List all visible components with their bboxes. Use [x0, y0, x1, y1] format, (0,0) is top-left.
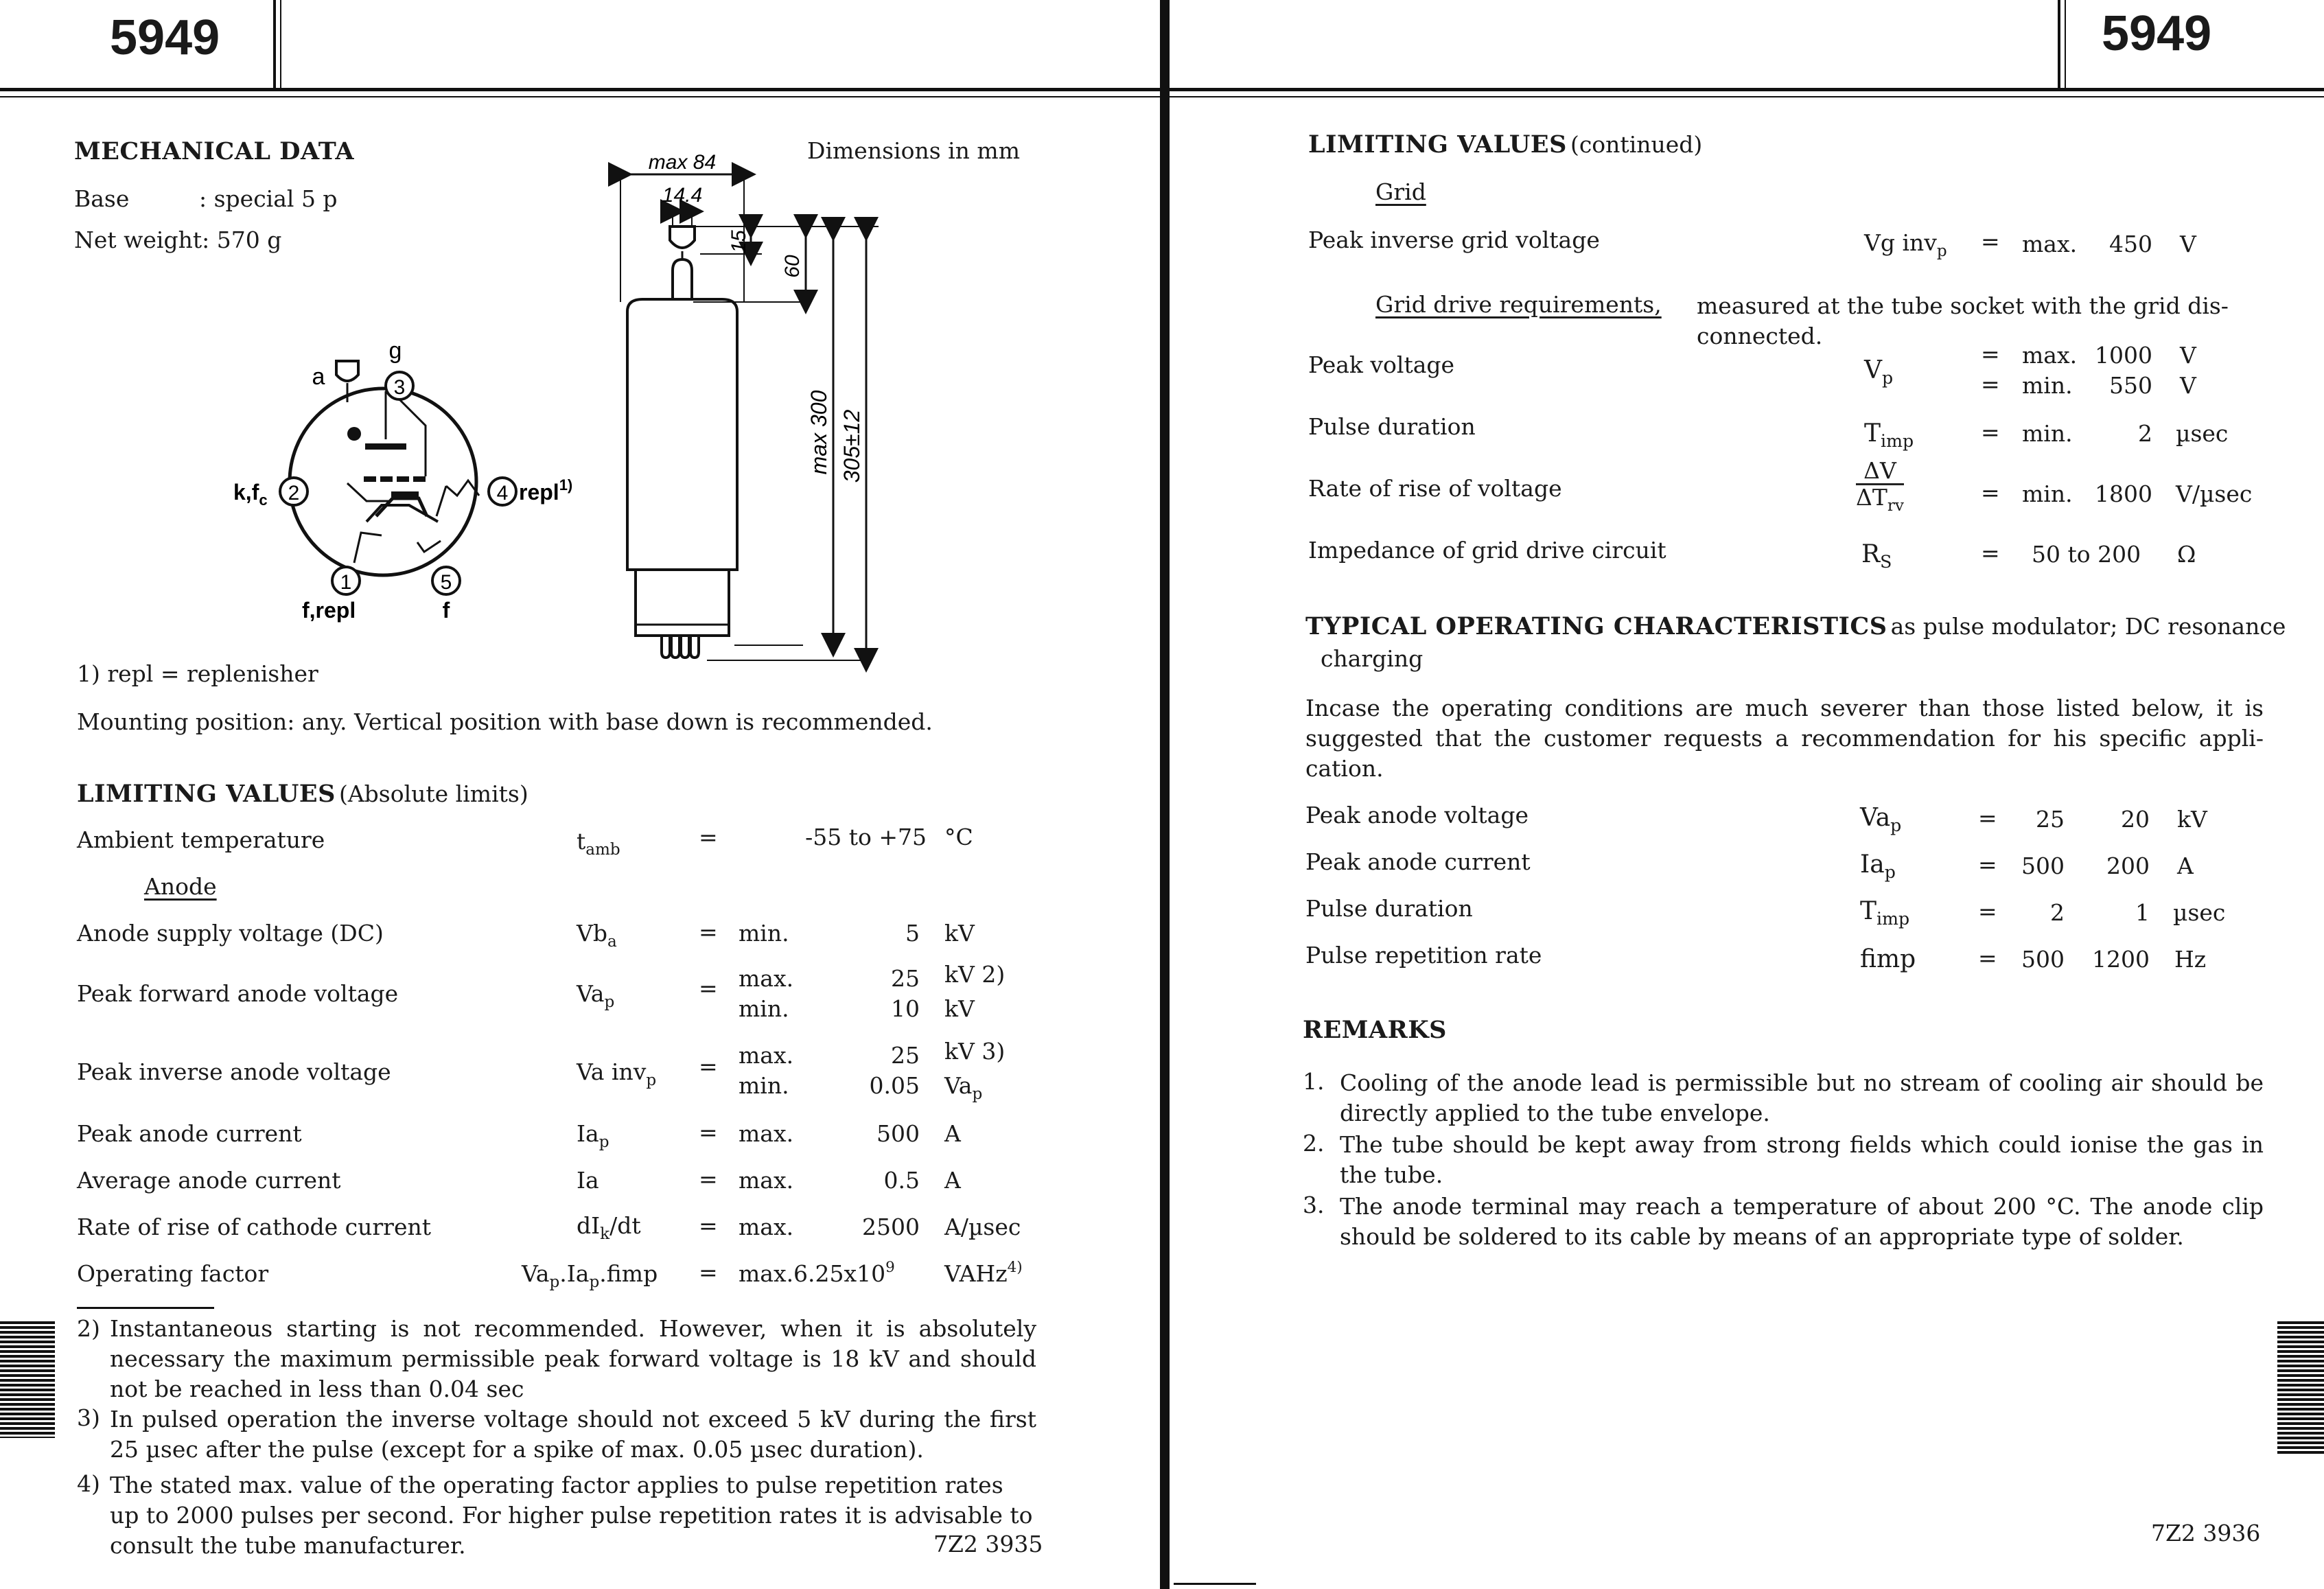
- pin-f-label: f: [442, 598, 450, 623]
- page-spine: [1160, 0, 1170, 1589]
- lv-row-4-symbol: $Ia_p$: [577, 1120, 609, 1151]
- limiting-cont-heading: [1308, 130, 1702, 159]
- base-pin-diagram: [220, 336, 604, 638]
- limiting-cont-sub: (continued): [1570, 131, 1703, 158]
- lv-row-0-unit: °C: [944, 824, 973, 850]
- typ-row-3-label: Pulse repetition rate: [1305, 942, 1542, 969]
- typ-row-1-v1: 500: [2021, 853, 2065, 879]
- lv-row-2-qual: max.: [739, 965, 794, 992]
- net-weight: Net weight: 570 g: [74, 227, 282, 253]
- orientation-dot: [347, 427, 361, 441]
- lv-row-3-value2: 0.05: [869, 1072, 920, 1099]
- peak-inv-grid-unit: V: [2180, 231, 2196, 257]
- lv-row-1-qual: min.: [739, 920, 789, 947]
- lv-row-0-eq: =: [699, 824, 718, 850]
- drive-row-3-label: Impedance of grid drive circuit: [1308, 537, 1666, 564]
- lv-row-7-qual: max.: [739, 1260, 794, 1287]
- grid-drive-heading: Grid drive requirements,: [1375, 291, 1662, 318]
- drive-row-0-unit2: V: [2180, 372, 2196, 399]
- lv-row-1-unit: kV: [944, 920, 975, 947]
- right-margin-tab: [2277, 1321, 2324, 1455]
- typ-row-1-label: Peak anode current: [1305, 848, 1531, 875]
- drive-row-1-value: 2: [2138, 420, 2152, 447]
- mechanical-data-title: MECHANICAL DATA: [74, 137, 355, 165]
- dim-14-4: 14.4: [662, 184, 703, 207]
- typ-row-1-symbol: $Ia_p$: [1860, 850, 1896, 882]
- drive-row-1-label: Pulse duration: [1308, 413, 1476, 440]
- remark-2-num: 2.: [1303, 1130, 1325, 1157]
- mounting-position: Mounting position: any. Vertical position with base down is recommended.: [77, 708, 933, 735]
- typical-subtitle-2: charging: [1321, 645, 1424, 672]
- drive-row-3-eq: =: [1981, 540, 2000, 566]
- peak-inv-grid-qual: max.: [2022, 231, 2078, 257]
- lv-row-2-value: 25: [891, 965, 920, 992]
- drive-row-3-symbol: $R_S$: [1861, 540, 1892, 572]
- limiting-values-title: LIMITING VALUES: [77, 780, 336, 808]
- drive-row-0-eq2: =: [1981, 371, 2000, 397]
- lv-row-4-unit: A: [944, 1120, 961, 1147]
- drive-row-2-label: Rate of rise of voltage: [1308, 475, 1562, 502]
- svg-text:repl1): [519, 476, 572, 504]
- limiting-values-subtitle: (Absolute limits): [338, 780, 528, 807]
- typ-row-1-eq: =: [1978, 851, 1997, 878]
- typ-row-2-v1: 2: [2050, 899, 2065, 926]
- dim-305: 305±12: [839, 409, 864, 483]
- peak-inv-grid-value: 450: [2109, 231, 2152, 257]
- lv-row-0-label: Ambient temperature: [77, 826, 325, 853]
- lv-row-3-label: Peak inverse anode voltage: [77, 1058, 391, 1085]
- typ-row-3-unit: Hz: [2174, 946, 2207, 973]
- lv-row-5-unit: A: [944, 1167, 961, 1194]
- anode-heading: Anode: [144, 873, 217, 900]
- typ-row-3-v1: 500: [2021, 946, 2065, 973]
- lv-row-2-value2: 10: [891, 995, 920, 1022]
- typ-row-0-symbol: $Va_p$: [1860, 804, 1902, 835]
- svg-text:k,fc: [233, 480, 268, 509]
- remark-1-num: 1.: [1303, 1068, 1325, 1095]
- drive-row-0-value: 1000: [2095, 342, 2152, 369]
- drive-row-0-unit: V: [2180, 342, 2196, 369]
- remark-3-text: The anode terminal may reach a temperature of about 200 °C. The anode clip should be soldered to its cable by means of an appropriate type of solder.: [1340, 1193, 2264, 1250]
- lv-row-7-label: Operating factor: [77, 1260, 269, 1287]
- pin-a-label: a: [312, 364, 325, 390]
- repl-footnote: 1) repl = replenisher: [77, 660, 318, 687]
- typ-row-3-v2: 1200: [2092, 946, 2150, 973]
- lv-row-3-symbol: Va inv$_p$: [577, 1058, 657, 1089]
- lv-row-4-value: 500: [876, 1120, 920, 1147]
- pin-repl-label: repl: [519, 480, 559, 504]
- lv-row-2-unit: kV 2): [944, 961, 1006, 988]
- lv-row-5-qual: max.: [739, 1167, 794, 1194]
- drive-row-2-symbol: $\frac{\Delta V}{\Delta T_{rv}}$: [1856, 457, 1904, 515]
- typ-row-2-v2: 1: [2135, 899, 2150, 926]
- dim-max300: max 300: [806, 390, 831, 475]
- pin-2-num: 2: [288, 482, 300, 504]
- dim-60: 60: [781, 255, 804, 278]
- lv-row-3-value: 25: [891, 1042, 920, 1069]
- lv-row-7-eq: =: [699, 1259, 718, 1286]
- lv-row-4-eq: =: [699, 1119, 718, 1146]
- typical-title: TYPICAL OPERATING CHARACTERISTICS: [1305, 612, 1887, 640]
- limiting-values-heading: [77, 780, 528, 808]
- drive-row-1-qual: min.: [2022, 420, 2073, 447]
- base-value: : special 5 p: [199, 185, 338, 212]
- left-header-divider-thin: [280, 0, 281, 91]
- lv-row-6-value: 2500: [862, 1214, 920, 1240]
- peak-inv-grid-label: Peak inverse grid voltage: [1308, 227, 1600, 253]
- drive-row-0-symbol: $V_p$: [1864, 356, 1894, 388]
- typical-heading: [1305, 612, 2286, 640]
- grid-drive-note: measured at the tube socket with the grid dis-: [1697, 292, 2229, 319]
- drive-row-3-value: 50 to 200: [2032, 541, 2141, 568]
- lv-row-7-symbol: $Va_p.Ia_p.fimp$: [522, 1260, 658, 1291]
- left-page-code: 7Z2 3935: [933, 1531, 1043, 1557]
- lv-row-2-unit2: kV: [944, 995, 975, 1022]
- lv-row-6-symbol: $dI_k/dt$: [577, 1212, 641, 1243]
- left-margin-tab: [0, 1321, 55, 1438]
- tube-outline-drawing: [604, 144, 906, 673]
- lv-row-4-label: Peak anode current: [77, 1120, 302, 1147]
- lv-row-3-eq: =: [699, 1053, 718, 1080]
- lv-row-1-value: 5: [905, 920, 920, 947]
- lv-row-7-value: $6.25x10^9$: [793, 1259, 895, 1287]
- typ-row-2-symbol: $T_{imp}$: [1860, 897, 1910, 929]
- pin-5-num: 5: [440, 571, 452, 594]
- lv-row-5-label: Average anode current: [77, 1167, 341, 1194]
- right-header-divider: [2058, 0, 2060, 91]
- lv-row-1-eq: =: [699, 918, 718, 945]
- lv-row-6-label: Rate of rise of cathode current: [77, 1214, 431, 1240]
- remark-1-text: Cooling of the anode lead is permissible but no stream of cooling air should be directly applied to the tube envelope.: [1340, 1069, 2264, 1126]
- typ-row-0-label: Peak anode voltage: [1305, 802, 1529, 828]
- lv-row-0-symbol: $t_{amb}$: [577, 828, 620, 859]
- lv-row-2-label: Peak forward anode voltage: [77, 980, 399, 1007]
- lv-row-5-value: 0.5: [883, 1167, 920, 1194]
- drive-row-1-eq: =: [1981, 419, 2000, 445]
- remark-2-text: The tube should be kept away from strong fields which could ionise the gas in the tube.: [1340, 1131, 2264, 1188]
- grid-heading: Grid: [1375, 178, 1426, 205]
- typ-row-3-symbol: fimp: [1860, 945, 1916, 973]
- lv-row-5-eq: =: [699, 1165, 718, 1192]
- drive-row-0-eq: =: [1981, 340, 2000, 367]
- peak-inv-grid-eq: =: [1981, 228, 2000, 255]
- drive-row-1-unit: µsec: [2176, 420, 2229, 447]
- footnote-2-mark: 2): [77, 1315, 100, 1342]
- spine-foot: [1174, 1583, 1256, 1585]
- typ-row-1-v2: 200: [2106, 853, 2150, 879]
- limiting-cont-title: LIMITING VALUES: [1308, 130, 1567, 159]
- lv-row-0-value: -55 to +75: [805, 824, 927, 850]
- footnote-4-mark: 4): [77, 1470, 100, 1497]
- typ-row-2-unit: µsec: [2173, 899, 2226, 926]
- drive-row-2-unit: V/µsec: [2176, 480, 2253, 507]
- lv-row-1-label: Anode supply voltage (DC): [77, 920, 384, 947]
- drive-row-2-value: 1800: [2095, 480, 2152, 507]
- typ-row-3-eq: =: [1978, 944, 1997, 971]
- right-header-divider-thin: [2065, 0, 2066, 91]
- pin-frepl-label: f,repl: [302, 598, 356, 623]
- pin-repl-sup: 1): [559, 476, 573, 494]
- lv-row-6-unit: A/µsec: [944, 1214, 1021, 1240]
- right-page-code: 7Z2 3936: [2151, 1520, 2261, 1546]
- lv-row-3-unit2: $Va_p$: [944, 1072, 983, 1103]
- drive-row-0-value2: 550: [2109, 372, 2152, 399]
- dimensions-note: Dimensions in mm: [807, 137, 1021, 164]
- pin-4-num: 4: [496, 482, 509, 504]
- left-header-divider: [273, 0, 276, 91]
- drive-row-2-eq: =: [1981, 479, 2000, 506]
- lv-row-3-qual: max.: [739, 1042, 794, 1069]
- dim-15: 15: [728, 230, 750, 253]
- peak-inv-grid-symbol: Vg inv$_p$: [1864, 229, 1947, 260]
- typ-row-1-unit: A: [2177, 853, 2194, 879]
- drive-row-1-symbol: $T_{imp}$: [1864, 419, 1914, 451]
- typ-row-0-v1: 25: [2036, 806, 2065, 833]
- remark-3-num: 3.: [1303, 1192, 1325, 1218]
- footnote-rule: [77, 1307, 214, 1309]
- lv-row-6-qual: max.: [739, 1214, 794, 1240]
- typ-row-0-unit: kV: [2177, 806, 2207, 833]
- lv-row-6-eq: =: [699, 1212, 718, 1239]
- footnote-3-mark: 3): [77, 1404, 100, 1431]
- footnote-2-text: Instantaneous starting is not recommended. However, when it is absolutely necessary the maximum permissible peak forward voltage is 18 kV and should not be reached in less than 0.04 sec: [110, 1315, 1036, 1402]
- lv-row-5-symbol: Ia: [577, 1167, 599, 1194]
- lv-row-2-qual2: min.: [739, 995, 789, 1022]
- pin-kfc-sub: c: [259, 491, 268, 509]
- drive-row-2-qual: min.: [2022, 480, 2073, 507]
- pin-1-num: 1: [340, 571, 352, 594]
- typ-row-0-eq: =: [1978, 804, 1997, 831]
- drive-row-0-qual: max.: [2022, 342, 2078, 369]
- drive-row-0-qual2: min.: [2022, 372, 2073, 399]
- pin-3-num: 3: [393, 376, 406, 399]
- remarks-title: REMARKS: [1303, 1016, 1447, 1044]
- lv-row-2-eq: =: [699, 975, 718, 1001]
- lv-row-7-unit: VAHz$^{4)}$: [944, 1259, 1023, 1287]
- typ-row-2-label: Pulse duration: [1305, 895, 1473, 922]
- typical-intro: Incase the operating conditions are much severer than those listed below, it is suggested that the customer requests a recommendation for his specific appli-cation.: [1305, 695, 2264, 782]
- grid-drive-note-2: connected.: [1697, 323, 1823, 349]
- typ-row-2-eq: =: [1978, 898, 1997, 925]
- drive-row-3-unit: Ω: [2177, 541, 2196, 568]
- lv-row-2-symbol: $Va_p$: [577, 980, 615, 1011]
- footnote-3-text: In pulsed operation the inverse voltage should not exceed 5 kV during the first 25 µsec after the pulse (except for a spike of max. 0.05 µsec duration).: [110, 1406, 1036, 1463]
- pin-g-label: g: [388, 338, 402, 364]
- pin-kfc-label: k,f: [233, 480, 259, 504]
- lv-row-3-unit: kV 3): [944, 1038, 1006, 1065]
- typical-subtitle: as pulse modulator; DC resonance: [1890, 613, 2286, 640]
- left-tube-type: 5949: [110, 10, 220, 65]
- lv-row-3-qual2: min.: [739, 1072, 789, 1099]
- base-label: Base: [74, 185, 130, 212]
- lv-row-4-qual: max.: [739, 1120, 794, 1147]
- dim-max84: max 84: [648, 151, 717, 174]
- typ-row-0-v2: 20: [2121, 806, 2150, 833]
- lv-row-1-symbol: $Vb_a$: [577, 920, 617, 951]
- drive-row-0-label: Peak voltage: [1308, 351, 1455, 378]
- footnote-4-text: The stated max. value of the operating factor applies to pulse repetition rates up to 2000 pulses per second. For higher pulse repetition rates it is advisable to consult the tube manufacturer.: [110, 1472, 1033, 1559]
- right-tube-type: 5949: [2102, 6, 2212, 61]
